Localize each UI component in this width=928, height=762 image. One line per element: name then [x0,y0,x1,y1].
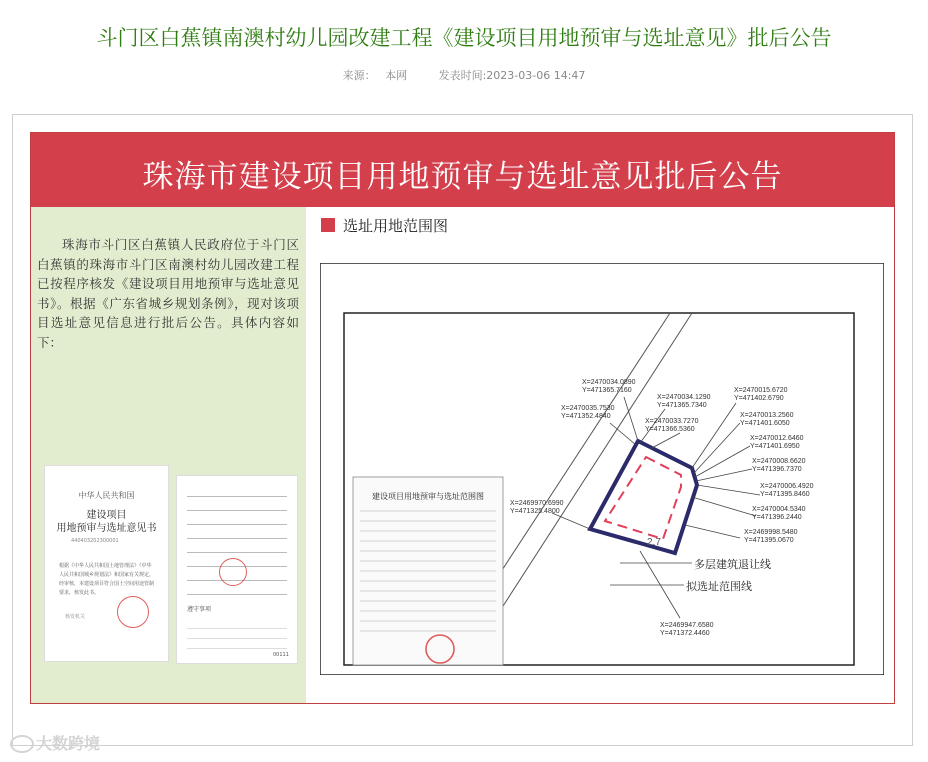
watermark-text: 大数跨境 [36,734,101,753]
svg-text:Y=471366.5360: Y=471366.5360 [645,426,695,433]
intro-panel [31,207,306,703]
svg-text:Y=471395.0670: Y=471395.0670 [744,537,794,544]
section-marker-icon [321,218,335,232]
article-meta [0,67,928,83]
poster-banner [31,133,894,207]
svg-text:X=2470034.1290: X=2470034.1290 [657,394,711,401]
svg-text:Y=471372.4460: Y=471372.4460 [660,630,710,637]
banner-title: 珠海市建设项目用地预审与选址意见批后公告 [142,159,783,195]
certificate-body: 根据《中华人民共和国土地管理法》《中华人民共和国城乡规划法》和国家有关规定，经审核，本建设项目符合国土空间用途管制要求，核发此书。 [59,563,155,596]
svg-text:Y=471395.8460: Y=471395.8460 [760,491,810,498]
svg-text:X=2469970.6990: X=2469970.6990 [510,500,564,507]
svg-text:Y=471352.4840: Y=471352.4840 [561,413,611,420]
svg-text:X=2469947.6580: X=2469947.6580 [660,622,714,629]
article-title: 斗门区白蕉镇南澳村幼儿园改建工程《建设项目用地预审与选址意见》批后公告 [96,26,832,50]
svg-text:Y=471401.6950: Y=471401.6950 [750,443,800,450]
certificate-cover [44,465,169,662]
svg-text:X=2470004.5340: X=2470004.5340 [752,506,806,513]
site-map [320,263,884,675]
form-note-label: 遵守事项 [187,606,212,613]
svg-text:Y=471402.6790: Y=471402.6790 [734,395,784,402]
certificate-title-2: 用地预审与选址意见书 [56,523,157,534]
svg-text:X=2470006.4920: X=2470006.4920 [760,483,814,490]
legend-setback: 多层建筑退让线 [694,558,771,571]
watermark-logo-icon [10,735,34,753]
svg-text:Y=471325.4800: Y=471325.4800 [510,508,560,515]
svg-text:Y=471396.2440: Y=471396.2440 [752,514,802,521]
intro-text: 珠海市斗门区白蕉镇人民政府位于斗门区白蕉镇的珠海市斗门区南澳村幼儿园改建工程已按程序核发《建设项目用地预审与选址意见书》。根据《广东省城乡规划条例》，现对该项目选址意见信息进行批后公告。具体内容如下： [37,237,299,350]
inset-table-title: 建设项目用地预审与选址范围图 [372,492,484,501]
svg-text:X=2470035.7530: X=2470035.7530 [561,405,615,412]
svg-text:X=2470008.6620: X=2470008.6620 [752,458,806,465]
svg-text:Y=471365.7160: Y=471365.7160 [582,387,632,394]
official-seal-icon [117,596,149,628]
source: 来源： 本网 [342,69,408,82]
svg-text:X=2470015.6720: X=2470015.6720 [734,387,788,394]
certificate-issuer: 核发机关 [65,614,86,620]
svg-text:X=2470012.6460: X=2470012.6460 [750,435,804,442]
area-label: 2.7 [647,537,661,548]
svg-text:Y=471365.7340: Y=471365.7340 [657,402,707,409]
svg-text:X=2470013.2560: X=2470013.2560 [740,412,794,419]
form-page-number: 00111 [273,652,289,658]
svg-text:X=2469998.5480: X=2469998.5480 [744,529,798,536]
svg-text:Y=471401.6050: Y=471401.6050 [740,420,790,427]
announcement-poster [30,132,895,704]
svg-text:X=2470033.7270: X=2470033.7270 [645,418,699,425]
certificate-code: 440403202300001 [71,538,119,544]
publish-date: 发表时间:2023-03-06 14:47 [438,69,586,82]
svg-text:X=2470034.0890: X=2470034.0890 [582,379,636,386]
legend-boundary: 拟选址范围线 [686,580,752,593]
site-map-drawing [320,263,884,675]
form-seal-icon [219,558,247,586]
certificate-title-1: 建设项目 [86,510,127,521]
section-title: 选址用地范围图 [343,217,449,235]
certificate-header: 中华人民共和国 [78,491,135,500]
certificate-form-page [176,475,298,664]
svg-text:Y=471396.7370: Y=471396.7370 [752,466,802,473]
